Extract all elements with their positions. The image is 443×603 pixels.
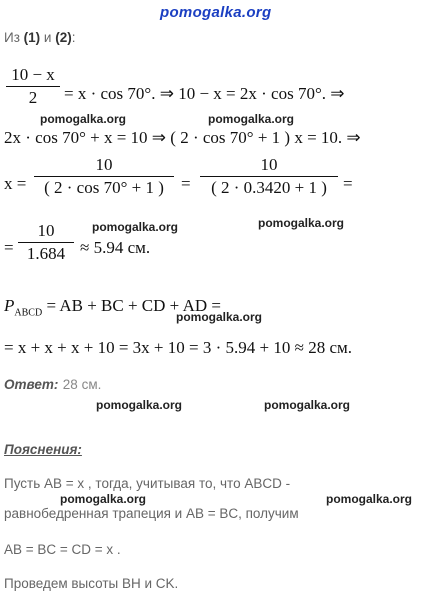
line3-fraction-1 [34,156,174,197]
line5-rhs: = AB + BC + CD + AD = [46,296,221,315]
line4-num: 10 [37,221,55,240]
watermark: pomogalka.org [60,492,147,506]
perimeter-symbol: P [4,296,15,315]
line2: 2x · cos 70° + x = 10 ⇒ ( 2 · cos 70° + 1 ) x = 10. ⇒ [4,128,361,147]
watermark: pomogalka.org [40,112,127,126]
watermark: pomogalka.org [176,310,263,324]
answer-value: 28 см. [62,377,102,392]
fraction-bar [34,176,174,177]
line3-lhs: x = [4,174,27,193]
answer-label: Ответ: [4,377,59,392]
explain-p4: Проведем высоты BH и CK. [4,576,179,591]
explain-p2: равнобедренная трапеция и AB = BC, получим [4,506,299,521]
line3-den-2: ( 2 · 0.3420 + 1 ) [211,178,327,197]
watermark: pomogalka.org [258,216,345,230]
line1-den: 2 [28,88,38,107]
explain-p3: AB = BC = CD = x . [4,542,121,557]
explain-title: Пояснения: [4,442,82,457]
watermark: pomogalka.org [326,492,413,506]
intro-pre: Из [4,30,24,45]
line3-den-1: ( 2 · cos 70° + 1 ) [44,178,164,197]
line3-tail: = [343,174,353,193]
intro-mid: и [40,30,56,45]
line3-eq: = [181,174,191,193]
line4-rhs: ≈ 5.94 см. [80,238,151,257]
line4-den: 1.684 [26,244,66,263]
line3-fraction-2 [200,156,338,197]
intro-line [4,30,75,45]
watermark: pomogalka.org [208,112,295,126]
perimeter-subscript: ABCD [14,307,43,319]
explain-p1: Пусть AB = x , тогда, учитывая то, что ABCD - [4,476,291,491]
fraction-bar [18,242,74,243]
line3-num-2: 10 [260,155,278,174]
fraction-bar [200,176,338,177]
eq-ref-2: (2) [55,30,72,45]
line4-lhs: = [4,238,14,257]
line1-fraction [6,66,60,107]
watermark: pomogalka.org [92,220,179,234]
line4-fraction [18,222,74,263]
watermark: pomogalka.org [96,398,183,412]
eq-ref-1: (1) [23,30,41,45]
fraction-bar [6,86,60,87]
line1-num: 10 − x [11,65,55,84]
answer-line [4,376,101,394]
watermark: pomogalka.org [264,398,351,412]
line3-num-1: 10 [95,155,113,174]
line6: = x + x + x + 10 = 3x + 10 = 3 · 5.94 + 10 ≈ 28 см. [4,338,352,357]
line1-rhs: = x · cos 70°. ⇒ 10 − x = 2x · cos 70°. ⇒ [64,84,345,103]
intro-post: : [71,30,76,45]
site-header: pomogalka.org [160,4,272,21]
